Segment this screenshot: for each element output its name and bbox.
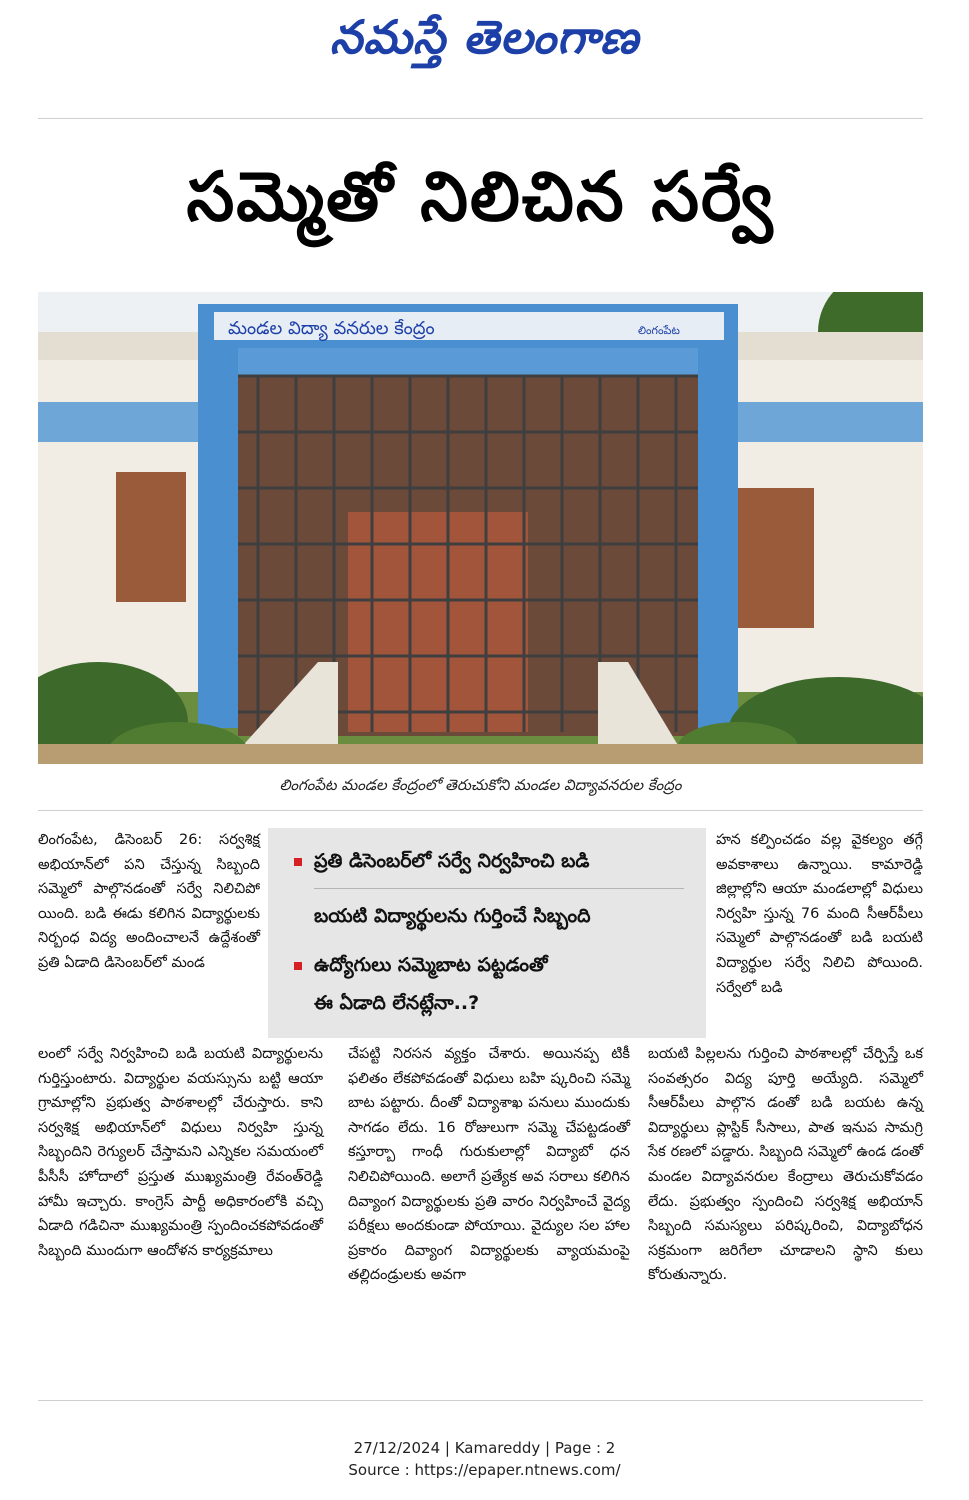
article-paragraph: లింగంపేట, డిసెంబర్ 26: సర్వశిక్ష అభియాన్‌లో పని చేస్తున్న సిబ్బంది సమ్మెలో పాల్గొనడంతో సర్వే నిలిచిపో యింది. బడి ఈడు కలిగిన విద్యార్థులకు నిర్బంధ విద్య అందించాలనే ఉద్దేశంతో ప్రతి ఏడాది డిసెంబర్‌లో మండ [38,832,260,971]
article-col2 [348,1042,630,1288]
article-paragraph: చేపట్టి నిరసన వ్యక్తం చేశారు. అయినప్ప టికీ ఫలితం లేకపోవడంతో విధులు బహి ష్కరించి సమ్మె బాట పట్టారు. దీంతో విద్యాశాఖ పనులు ముందుకు సాగడం లేదు. 16 రోజులుగా సమ్మె చేపట్టడంతో కస్తూర్బా గాంధీ గురుకులాల్లో విద్యాబో ధన నిలిచిపోయింది. అలాగే ప్రత్యేక అవ సరాలు కలిగిన దివ్యాంగ విద్యార్థులకు ప్రతి వారం నిర్వహించే వైద్య పరీక్షలు అందకుండా పోయాయి. వైద్యుల సల హాల ప్రకారం దివ్యాంగ విద్యార్థులకు వ్యాయమంపై తల్లిదండ్రులకు అవగా [348,1046,630,1284]
article-paragraph: హన కల్పించడం వల్ల వైకల్యం తగ్గే అవకాశాలు ఉన్నాయి. కామారెడ్డి జిల్లాల్లోని ఆయా మండలాల్లో విధులు నిర్వహి స్తున్న 76 మంది సీఆర్‌పీలు సమ్మెలో పాల్గొనడంతో బడి బయటి విద్యార్థుల సర్వే నిలిచి పోయింది. సర్వేలో బడి [716,832,923,996]
highlight-text: ఉద్యోగులు సమ్మెబాట పట్టడంతో [314,954,548,976]
highlight-text: ప్రతి డిసెంబర్‌లో సర్వే నిర్వహించి బడి [314,850,590,872]
divider [38,1400,923,1401]
sign-text: మండల విద్యా వనరుల కేంద్రం [228,318,435,339]
page-footer [0,1437,969,1481]
highlight-text: బయటి విద్యార్థులను గుర్తించే సిబ్బంది [314,888,684,929]
masthead [0,8,969,78]
headline-text: సమ్మెతో నిలిచిన సర్వే [186,157,775,237]
headline [38,150,923,260]
article-col3-top [716,828,923,1000]
highlight-item [294,952,684,1016]
bullet-icon [294,962,302,970]
highlights-box [268,828,706,1038]
highlight-text: ఈ ఏడాది లేనట్లేనా..? [314,992,480,1014]
building-photo-illustration [38,292,923,764]
photo-caption: లింగంపేట మండల కేంద్రంలో తెరుచుకోని మండల విద్యావనరుల కేంద్రం [279,776,682,794]
divider [38,810,923,811]
highlight-item [294,848,684,929]
article-col1-top [38,828,260,976]
article-paragraph: లంలో సర్వే నిర్వహించి బడి బయటి విద్యార్థులను గుర్తిస్తుంటారు. విద్యార్థుల వయస్సును బట్టి ఆయా గ్రామాల్లోని ప్రభుత్వ పాఠశాలల్లో చేరుస్తారు. కాని సర్వశిక్ష అభియాన్‌లో విధులు నిర్వహి స్తున్న సిబ్బందిని రెగ్యులర్ చేస్తామని ఎన్నికల సమయంలో పీసీసీ హోదాలో ప్రస్తుత ముఖ్యమంత్రి రేవంత్‌రెడ్డి హామీ ఇచ్చారు. కాంగ్రెస్ పార్టీ అధికారంలోకి వచ్చి ఏడాది గడిచినా ముఖ్యమంత్రి స్పందించకపోవడంతో సిబ్బంది ముందుగా ఆందోళన కార్యక్రమాలు [38,1046,323,1259]
bullet-icon [294,858,302,866]
article-paragraph: బయటి పిల్లలను గుర్తించి పాఠశాలల్లో చేర్పిస్తే ఒక సంవత్సరం విద్య పూర్తి అయ్యేది. సమ్మెలో సీఆర్‌పీలు పాల్గొన డంతో బడి బయట ఉన్న విద్యార్థులు ప్లాస్టిక్ సీసాలు, పాత ఇనుప సామగ్రి సేక రణలో పడ్డారు. సిబ్బంది సమ్మెలో ఉండ డంతో మండల విద్యావనరుల కేంద్రాలు తెరుచుకోవడం లేదు. ప్రభుత్వం స్పందించి సర్వశిక్ష అభియాన్ సిబ్బంది సమస్యలు పరిష్కరించి, విద్యాబోధన సక్రమంగా జరిగేలా చూడాలని స్థాని కులు కోరుతున్నారు. [648,1046,923,1284]
news-photo [38,292,923,764]
article-col1-bottom [38,1042,323,1263]
divider [38,118,923,119]
article-col3-bottom [648,1042,923,1288]
footer-date-line: 27/12/2024 | Kamareddy | Page : 2 [353,1439,616,1457]
sign-suffix: లింగంపేట [638,324,680,337]
footer-source-line: Source : https://epaper.ntnews.com/ [348,1461,621,1479]
masthead-title: నమస్తే తెలంగాణ [329,10,640,64]
